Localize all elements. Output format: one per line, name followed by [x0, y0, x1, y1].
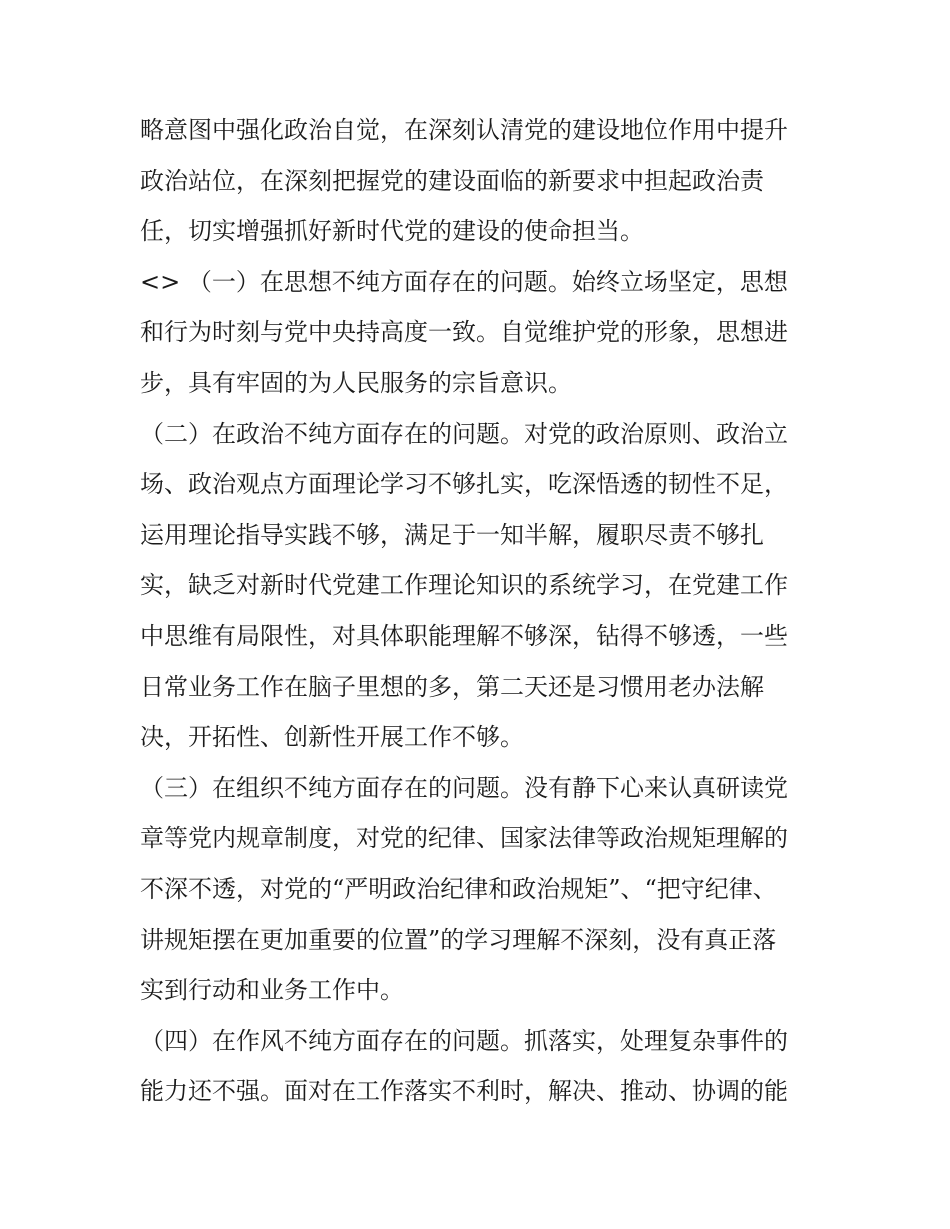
section-2-heading-line: （二）在政治不纯方面存在的问题。对党的政治原则、政治立 — [140, 419, 788, 448]
text-line: 实，缺乏对新时代党建工作理论知识的系统学习，在党建工作 — [140, 571, 788, 600]
section-4-heading-line: （四）在作风不纯方面存在的问题。抓落实，处理复杂事件的 — [140, 1026, 788, 1055]
text-line: 讲规矩摆在更加重要的位置”的学习理解不深刻，没有真正落 — [140, 925, 777, 954]
section-3-heading-line: （三）在组织不纯方面存在的问题。没有静下心来认真研读党 — [140, 773, 788, 802]
text-line: 任，切实增强抓好新时代党的建设的使命担当。 — [140, 217, 644, 246]
text-line: 决，开拓性、创新性开展工作不够。 — [140, 723, 524, 752]
document-body — [140, 105, 820, 1117]
text-line: 不深不透，对党的“严明政治纪律和政治规矩”、“把守纪律、 — [140, 874, 777, 903]
text-line: 日常业务工作在脑子里想的多，第二天还是习惯用老办法解 — [140, 672, 764, 701]
text-line: 和行为时刻与党中央持高度一致。自觉维护党的形象，思想进 — [140, 318, 788, 347]
text-line: 章等党内规章制度，对党的纪律、国家法律等政治规矩理解的 — [140, 824, 788, 853]
text-line: 运用理论指导实践不够，满足于一知半解，履职尽责不够扎 — [140, 520, 764, 549]
section-1-heading-line: <> （一）在思想不纯方面存在的问题。始终立场坚定，思想 — [140, 267, 788, 296]
text-line: 实到行动和业务工作中。 — [140, 976, 404, 1005]
text-line: 中思维有局限性，对具体职能理解不够深，钻得不够透，一些 — [140, 621, 788, 650]
text-line: 略意图中强化政治自觉，在深刻认清党的建设地位作用中提升 — [140, 116, 788, 144]
text-line: 场、政治观点方面理论学习不够扎实，吃深悟透的韧性不足， — [140, 470, 788, 499]
text-line: 能力还不强。面对在工作落实不利时，解决、推动、协调的能 — [140, 1077, 788, 1106]
text-line: 政治站位，在深刻把握党的建设面临的新要求中担起政治责 — [140, 166, 764, 195]
text-line: 步，具有牢固的为人民服务的宗旨意识。 — [140, 368, 572, 397]
